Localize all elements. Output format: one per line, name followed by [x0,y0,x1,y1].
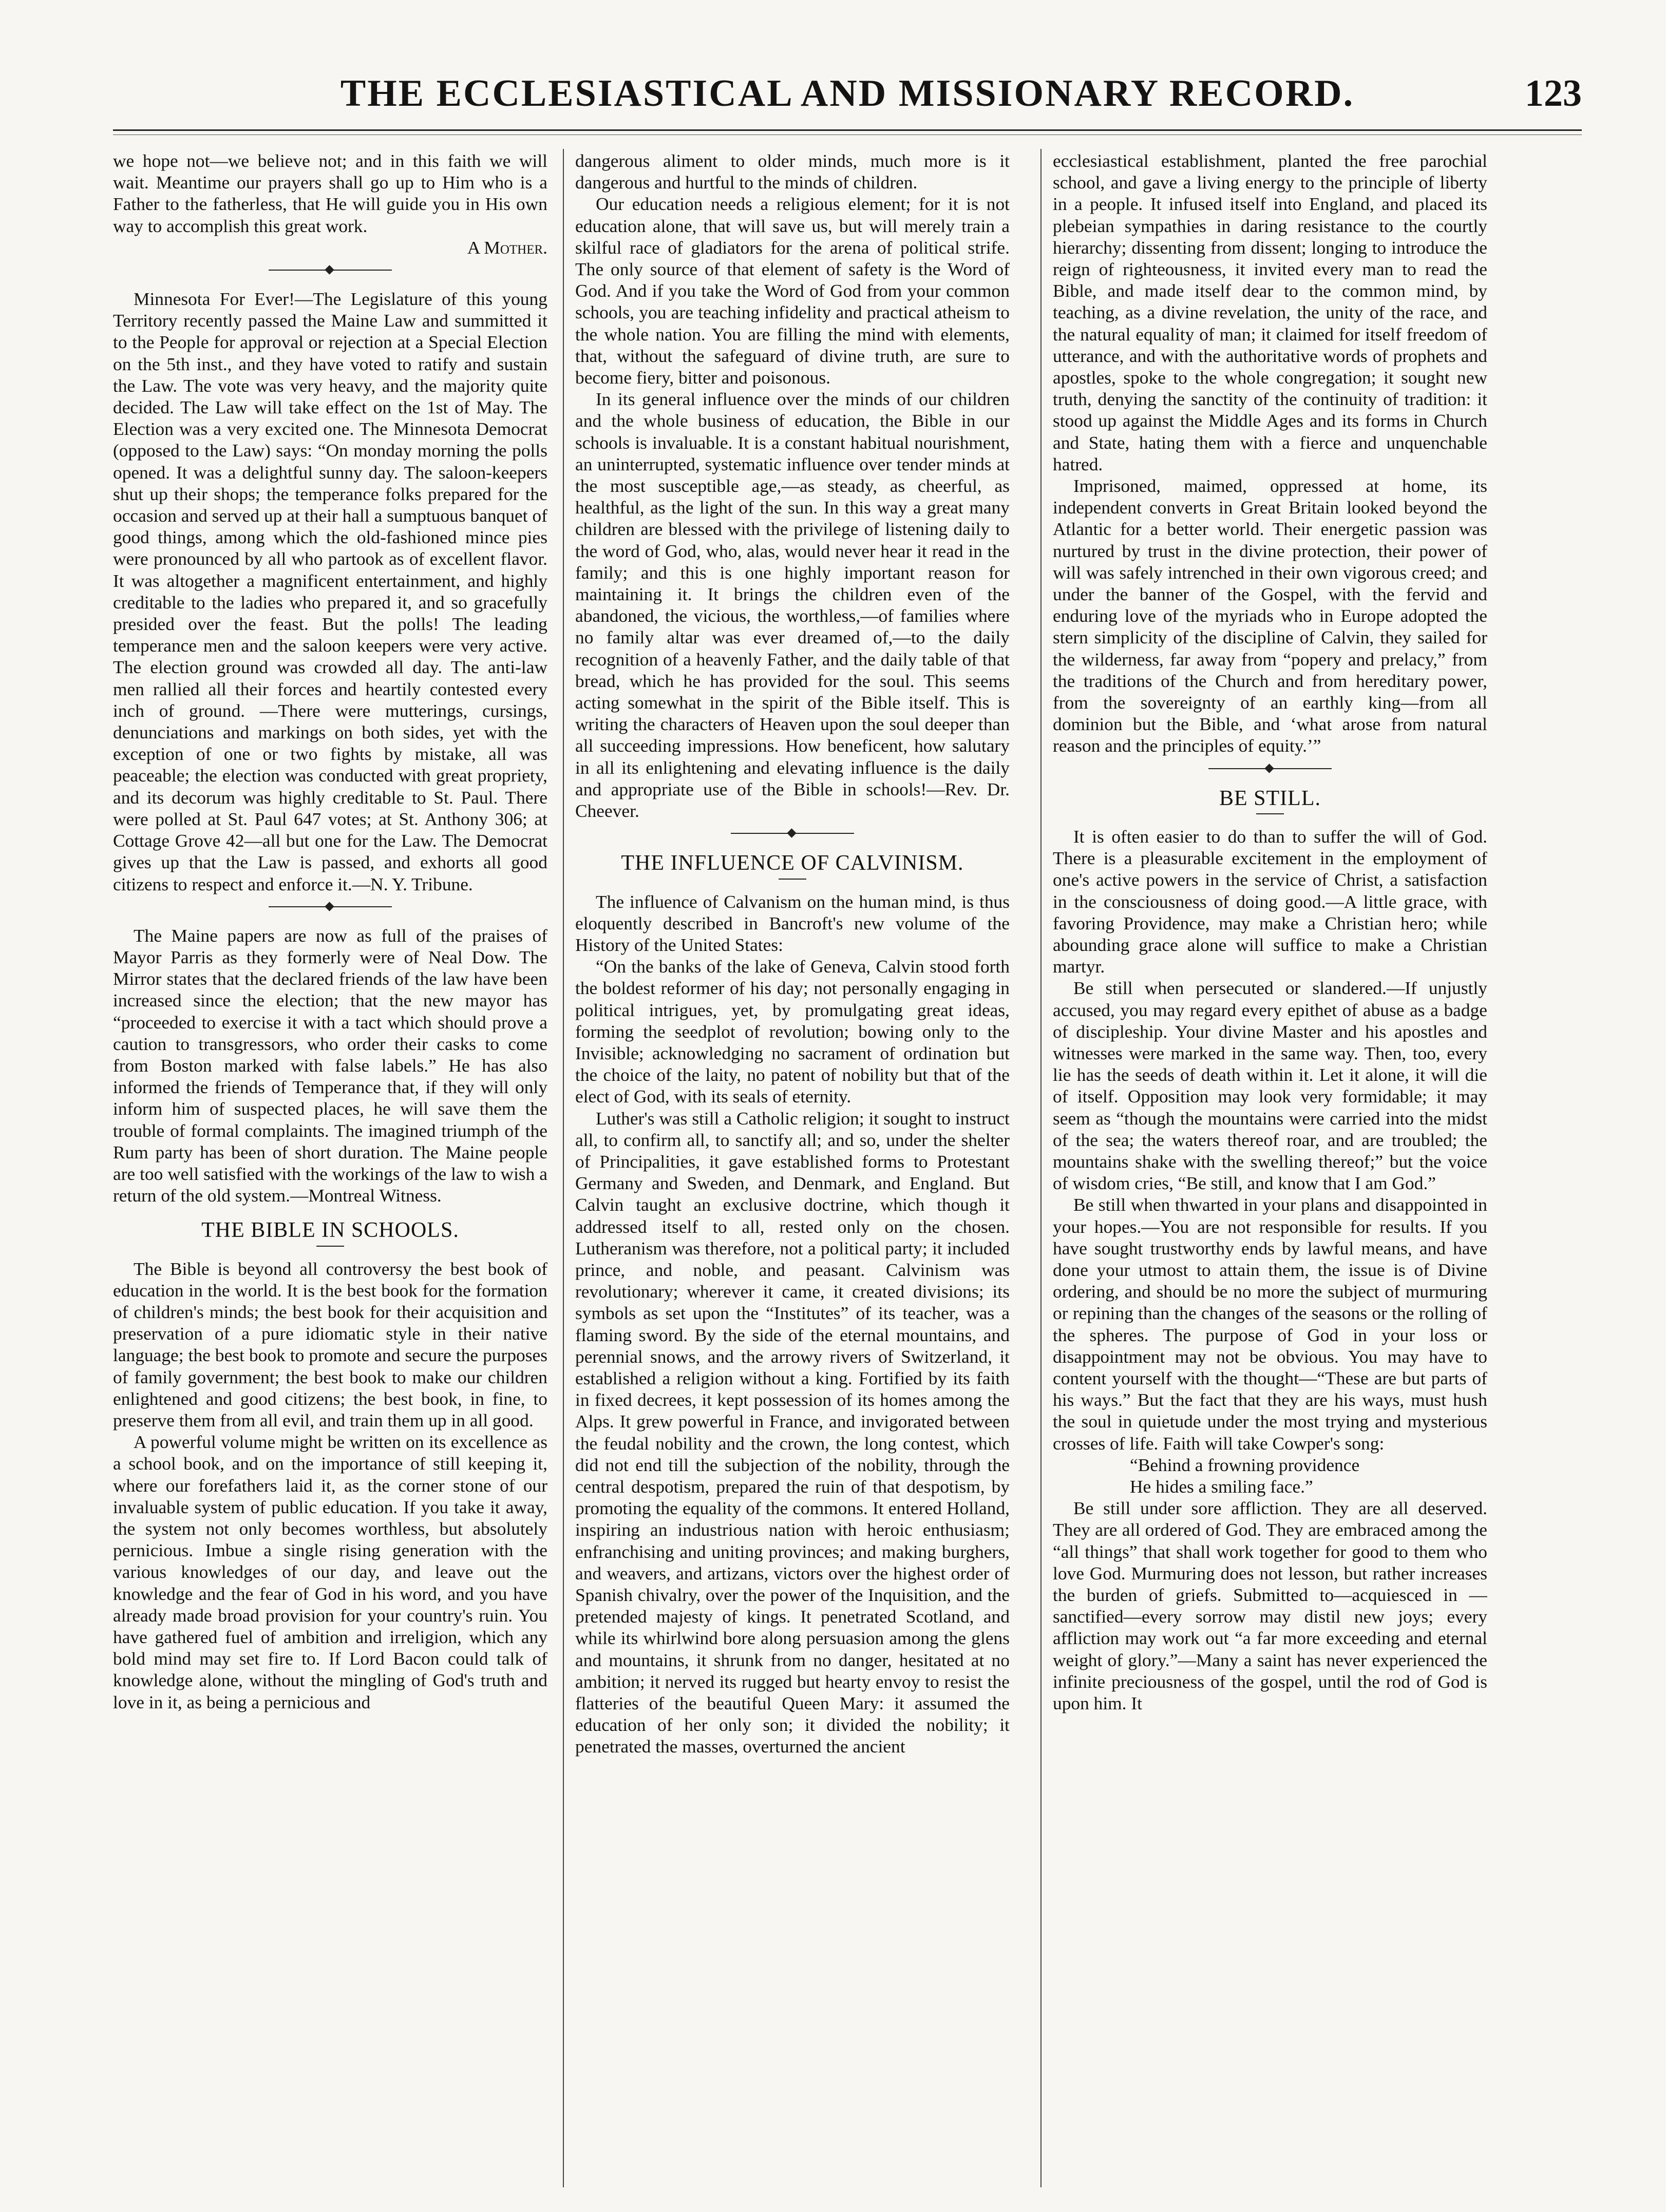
heading-rule [316,1246,344,1247]
heading-rule [1256,813,1284,814]
article-continuation: we hope not—we believe not; and in this faith we will wait. Meantime our prayers shall go up to Him who is a Father to the fatherless, that He will guide you in His own way to accomplish this great work. [113,150,547,236]
section-heading: THE INFLUENCE OF CALVINISM. [621,851,964,875]
page-title: THE ECCLESIASTICAL AND MISSIONARY RECORD. [340,72,1355,115]
section-heading: BE STILL. [1219,786,1321,810]
section-ornament [731,833,854,839]
page-number: 123 [1525,72,1582,115]
paragraph: ecclesiastical establishment, planted the free parochial school, and gave a living energy to the principle of liberty in a people. It infused itself into England, and placed its plebeian sympathies in daring resistance to the courtly hierarchy; dissenting from dissent; longing to introduce the reign of righteousness, it invited every man to read the Bible, and made itself dear to the common mind, by teaching, as a divine revelation, the unity of the race, and the natural equality of man; it claimed for itself freedom of utterance, and with the authoritative words of prophets and apostles, spoke to the whole congregation; it sought new truth, denying the sanctity of the continuity of tradition: it stood up against the Middle Ages and its forms in Church and State, hating them with a fierce and unquenchable hatred. [1053,150,1487,474]
section-ornament [269,270,392,276]
signature: A Mother. [467,237,547,258]
verse-line: He hides a smiling face.” [1130,1476,1313,1497]
column-divider [1040,149,1042,2187]
paragraph: It is often easier to do than to suffer the will of God. There is a pleasurable excitement in the employment of one's active powers in the service of Christ, a satisfaction in the consciousness of doing good.—A little grace, with favoring Providence, may make a Christian hero; while abounding grace alone will suffice to make a Christian martyr. [1053,826,1487,977]
column-divider [563,149,564,2187]
column-1 [113,150,547,2183]
paragraph: Be still when thwarted in your plans and disappointed in your hopes.—You are not responsible for results. If you have sought trustworthy ends by lawful means, and have done your utmost to attain them, the issue is of Divine ordering, and should be no more the subject of murmuring or repining than the changes of the seasons or the rolling of the spheres. The purpose of God in your loss or disappointment may not be obvious. You may have to content yourself with the thought—“These are but parts of his ways.” But the fact that they are his ways, must hush the soul in quietude under the most trying and mysterious crosses of life. Faith will take Cowper's song: [1053,1194,1487,1454]
column-2 [575,150,1010,2183]
paragraph: “On the banks of the lake of Geneva, Calvin stood forth the boldest reformer of his day; not personally engaging in political intrigues, yet, by promulgating great ideas, forming the seedplot of revolution; bowing only to the Invisible; acknowledging no sacrament of ordination but the choice of the laity, no patent of nobility but that of the elect of God, with its seals of eternity. [575,956,1010,1107]
paragraph: A powerful volume might be written on its excellence as a school book, and on the importance of still keeping it, where our forefathers laid it, as the corner stone of our invaluable system of public education. If you take it away, the system not only becomes worthless, but absolutely pernicious. Imbue a single rising generation with the various knowledges of our day, and leave out the knowledge and the fear of God in his word, and you have already made broad provision for your country's ruin. You have gathered fuel of ambition and irreligion, which any bold mind may set fire to. If Lord Bacon could talk of knowledge alone, without the mingling of God's truth and love in it, as being a pernicious and [113,1432,547,1712]
section-ornament [269,906,392,912]
paragraph: The Bible is beyond all controversy the best book of education in the world. It is the best book for the formation of children's minds; the best book for their acquisition and preservation of a pure idiomatic style in their native language; the best book to promote and secure the purposes of family government; the best book to make our children enlightened and good citizens; the best book, in fine, to preserve them from all evil, and train them up in all good. [113,1258,547,1431]
article-minnesota: Minnesota For Ever!—The Legislature of this young Territory recently passed the Maine Law and summitted it to the People for approval or rejection at a Special Election on the 5th inst., and they have voted to ratify and sustain the Law. The vote was very heavy, and the majority quite decided. The Law will take effect on the 1st of May. The Election was a very excited one. The Minnesota Democrat (opposed to the Law) says: “On monday morning the polls opened. It was a delightful sunny day. The saloon-keepers shut up their shops; the temperance folks prepared for the occasion and served up at their hall a sumptuous banquet of good things, among which the old-fashioned mince pies were pronounced by all who partook as of excellent flavor. It was altogether a magnificent entertainment, and highly creditable to the ladies who prepared it, and so gracefully presided over the feast. But the polls! The leading temperance men and the saloon keepers were very active. The election ground was crowded all day. The anti-law men rallied all their forces and heartily contested every inch of ground. —There were mutterings, cursings, denunciations and markings on both sides, yet with the exception of one or two fights by mistake, all was peaceable; the election was conducted with great propriety, and its decorum was highly creditable to St. Paul. There were polled at St. Paul 647 votes; at St. Anthony 306; at Cottage Grove 42—all but one for the Law. The Democrat gives up that the Law is passed, and exhorts all good citizens to respect and enforce it.—N. Y. Tribune. [113,289,547,894]
heading-rule [779,879,806,880]
section-ornament [1208,768,1332,774]
paragraph: Be still under sore affliction. They are all deserved. They are all ordered of God. They are embraced among the “all things” that shall work together for good to them who love God. Murmuring does not lesson, but rather increases the burden of griefs. Submitted to—acquiesced in —sanctified—every sorrow may distil new joys; every affliction may work out “a far more exceeding and eternal weight of glory.”—Many a saint has never experienced the infinite preciousness of the gospel, until the rod of God is upon him. It [1053,1498,1487,1714]
paragraph: The influence of Calvanism on the human mind, is thus eloquently described in Bancroft's new volume of the History of the United States: [575,891,1010,955]
verse-line: “Behind a frowning providence [1130,1454,1360,1475]
article-maine-papers: The Maine papers are now as full of the praises of Mayor Parris as they formerly were of Neal Dow. The Mirror states that the declared friends of the law have been increased since the election; that the new mayor has “proceeded to exercise it with a tact which should prove a caution to transgressors, who order their casks to come from Boston marked with false labels.” He has also informed the friends of Temperance that, if they will only inform him of suspected places, he will save them the trouble of formal complaints. The imagined triumph of the Rum party has been of short duration. The Maine people are too well satisfied with the workings of the law to wish a return of the old system.—Montreal Witness. [113,925,547,1206]
paragraph: dangerous aliment to older minds, much more is it dangerous and hurtful to the minds of children. [575,150,1010,193]
section-heading: THE BIBLE IN SCHOOLS. [201,1218,459,1243]
paragraph: Luther's was still a Catholic religion; it sought to instruct all, to confirm all, to sanctify all; and so, under the shelter of Principalities, it gave established forms to Protestant Germany and Sweden, and Denmark, and England. But Calvin taught an exclusive doctrine, which though it addressed itself to all, rested only on the chosen. Lutheranism was therefore, not a political party; it included prince, and noble, and peasant. Calvinism was revolutionary; wherever it came, it created divisions; its symbols as set upon the “Institutes” of its teacher, was a flaming sword. By the side of the eternal mountains, and perennial snows, and the arrowy rivers of Switzerland, it established a religion without a king. Fortified by its faith in fixed decrees, it kept possession of its homes among the Alps. It grew powerful in France, and invigorated between the feudal nobility and the crown, the long contest, which did not end till the subjection of the nobility, through the central despotism, prepared the ruin of that despotism, by promoting the equality of the commons. It entered Holland, inspiring an industrious nation with heroic enthusiasm; enfranchising and uniting provinces; and making burghers, and weavers, and artizans, victors over the highest order of Spanish chivalry, over the power of the Inquisition, and the pretended majesty of kings. It penetrated Scotland, and while its whirlwind bore along persuasion among the glens and mountains, it shrunk from no danger, hesitated at no ambition; it nerved its rugged but hearty envoy to resist the flatteries of the beautiful Queen Mary: it assumed the education of her only son; it divided the nobility; it penetrated the masses, overturned the ancient [575,1108,1010,1757]
paragraph: Imprisoned, maimed, oppressed at home, its independent converts in Great Britain looked beyond the Atlantic for a better world. Their energetic passion was nurtured by trust in the divine protection, their power of will was safely intrenched in their own vigorous creed; and under the banner of the Gospel, with the fervid and enduring love of the myriads who in Europe adopted the stern simplicity of the discipline of Calvin, they sailed for the wilderness, far away from “popery and prelacy,” from the traditions of the Church and from hereditary power, from the sovereignty of an earthly king—from all dominion but the Bible, and ‘what arose from natural reason and the principles of equity.’” [1053,475,1487,756]
column-3 [1053,150,1487,2183]
paragraph: Our education needs a religious element; for it is not education alone, that will save us, but will merely train a skilful race of gladiators for the arena of political strife. The only source of that element of safety is the Word of God. And if you take the Word of God from your common schools, you are teaching infidelity and practical atheism to the whole nation. You are filling the mind with elements, that, without the safeguard of divine truth, are sure to become fiery, bitter and poisonous. [575,194,1010,388]
paragraph: In its general influence over the minds of our children and the whole business of education, the Bible in our schools is invaluable. It is a constant habitual nourishment, an uninterrupted, systematic influence over tender minds at the most susceptible age,—as steady, as cheerful, as healthful, as the light of the sun. In this way a great many children are blessed with the privilege of listening daily to the word of God, who, alas, would never hear it read in the family; and this is one highly important reason for maintaining it. It brings the children even of the abandoned, the vicious, the worthless,—of families where no family altar was ever dreamed of,—to the daily recognition of a heavenly Father, and the daily table of that bread, which he has provided for the soul. This seems acting somewhat in the spirit of the Bible itself. This is writing the characters of Heaven upon the soul deeper than all succeeding impressions. How beneficent, how salutary in all its enlightening and elevating influence is the daily and appropriate use of the Bible in schools!—Rev. Dr. Cheever. [575,389,1010,822]
header-rule [113,129,1582,131]
paragraph: Be still when persecuted or slandered.—If unjustly accused, you may regard every epithet of abuse as a badge of discipleship. Your divine Master and his apostles and witnesses were marked in the same way. Then, too, every lie has the seeds of death within it. Let it alone, it will die of itself. Opposition may look very formidable; it may seem as “though the mountains were carried into the midst of the sea; the waters thereof roar, and are troubled; the mountains shake with the swelling thereof;” but the voice of wisdom cries, “Be still, and know that I am God.” [1053,978,1487,1194]
masthead [113,72,1582,128]
